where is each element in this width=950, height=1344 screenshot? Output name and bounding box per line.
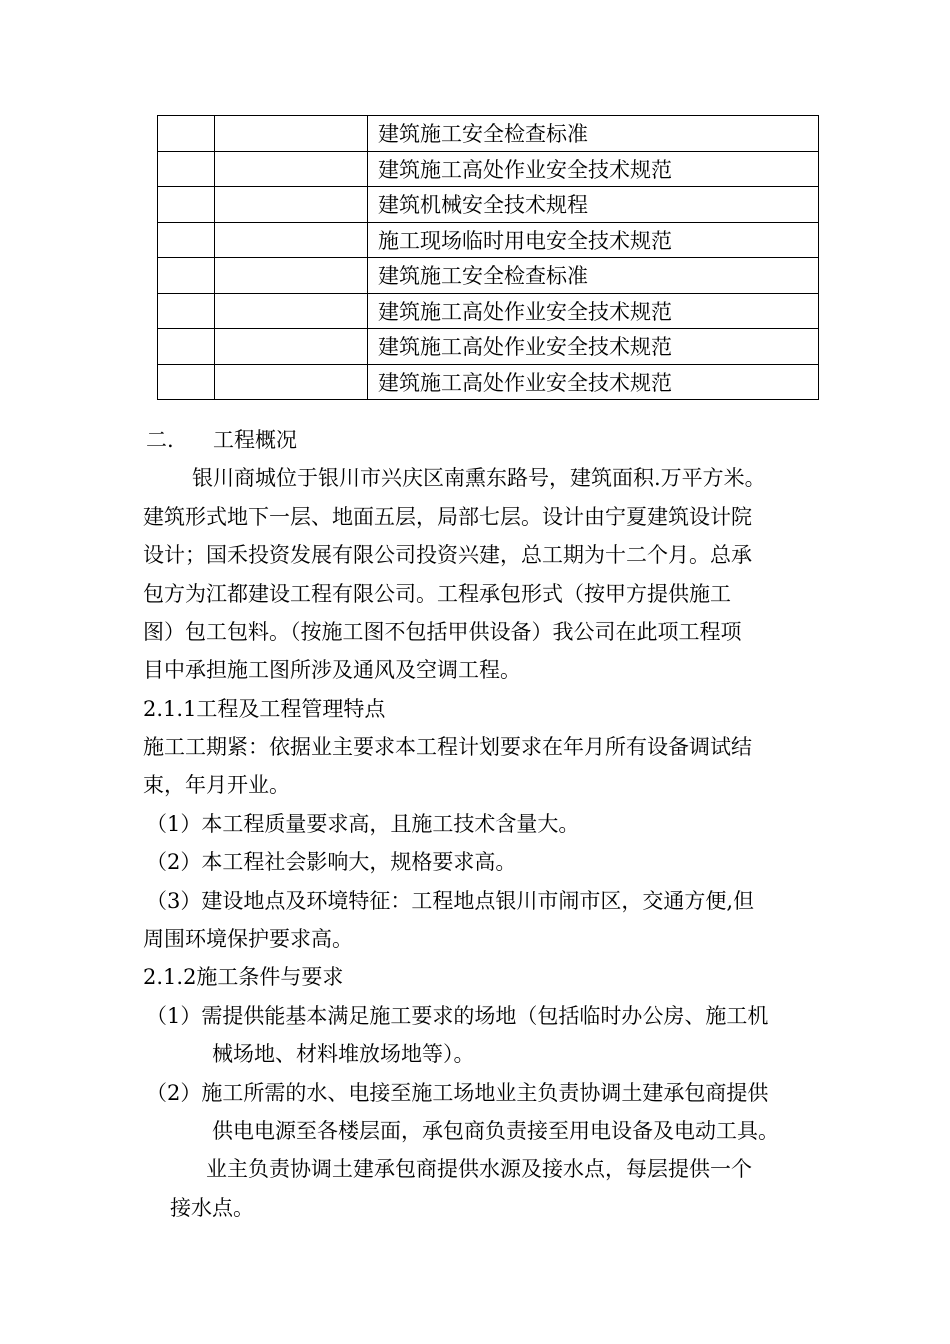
section-title: 工程概况 xyxy=(213,428,297,452)
table-row xyxy=(158,329,819,365)
table-row xyxy=(158,116,819,152)
list-item-continuation: 供电电源至各楼层面，承包商负责接至用电设备及电动工具。 xyxy=(212,1119,779,1143)
table-cell: 建筑施工高处作业安全技术规范 xyxy=(368,329,819,365)
paragraph-line: 设计；国禾投资发展有限公司投资兴建，总工期为十二个月。总承 xyxy=(143,543,752,567)
table-row xyxy=(158,258,819,294)
paragraph-line: 建筑形式地下一层、地面五层，局部七层。设计由宁夏建筑设计院 xyxy=(143,505,752,529)
paragraph-line: 施工工期紧：依据业主要求本工程计划要求在年月所有设备调试结 xyxy=(143,735,752,759)
paragraph-line: 包方为江都建设工程有限公司。工程承包形式（按甲方提供施工 xyxy=(143,582,731,606)
table-row xyxy=(158,222,819,258)
paragraph-line: 周围环境保护要求高。 xyxy=(143,927,353,951)
section-number: 二. xyxy=(146,428,174,452)
table-cell: 建筑施工高处作业安全技术规范 xyxy=(368,293,819,329)
list-item: （3）建设地点及环境特征：工程地点银川市闹市区，交通方便,但 xyxy=(146,889,755,913)
paragraph-line: 业主负责协调土建承包商提供水源及接水点，每层提供一个 xyxy=(206,1157,752,1181)
table-row xyxy=(158,364,819,400)
subsection-heading: 2.1.1工程及工程管理特点 xyxy=(143,697,386,721)
list-item: （1）需提供能基本满足施工要求的场地（包括临时办公房、施工机 xyxy=(146,1004,769,1028)
list-item: （2）施工所需的水、电接至施工场地业主负责协调土建承包商提供 xyxy=(146,1081,769,1105)
paragraph-line: 接水点。 xyxy=(170,1196,254,1220)
table-cell: 建筑机械安全技术规程 xyxy=(368,187,819,223)
table-cell: 建筑施工高处作业安全技术规范 xyxy=(368,364,819,400)
list-item-continuation: 械场地、材料堆放场地等）。 xyxy=(212,1042,475,1066)
paragraph-line: 图）包工包料。（按施工图不包括甲供设备）我公司在此项工程项 xyxy=(143,620,742,644)
list-item: （2）本工程社会影响大，规格要求高。 xyxy=(146,850,517,874)
paragraph-line: 目中承担施工图所涉及通风及空调工程。 xyxy=(143,658,521,682)
table-cell: 建筑施工高处作业安全技术规范 xyxy=(368,151,819,187)
table-row xyxy=(158,187,819,223)
subsection-heading: 2.1.2施工条件与要求 xyxy=(143,965,344,989)
table-row xyxy=(158,293,819,329)
table-row xyxy=(158,151,819,187)
table-cell: 施工现场临时用电安全技术规范 xyxy=(368,222,819,258)
standards-table xyxy=(157,115,819,400)
paragraph-line: 束，年月开业。 xyxy=(143,773,290,797)
table-cell: 建筑施工安全检查标准 xyxy=(368,116,819,152)
list-item: （1）本工程质量要求高，且施工技术含量大。 xyxy=(146,812,580,836)
paragraph-line: 银川商城位于银川市兴庆区南熏东路号，建筑面积.万平方米。 xyxy=(192,466,766,490)
table-cell: 建筑施工安全检查标准 xyxy=(368,258,819,294)
